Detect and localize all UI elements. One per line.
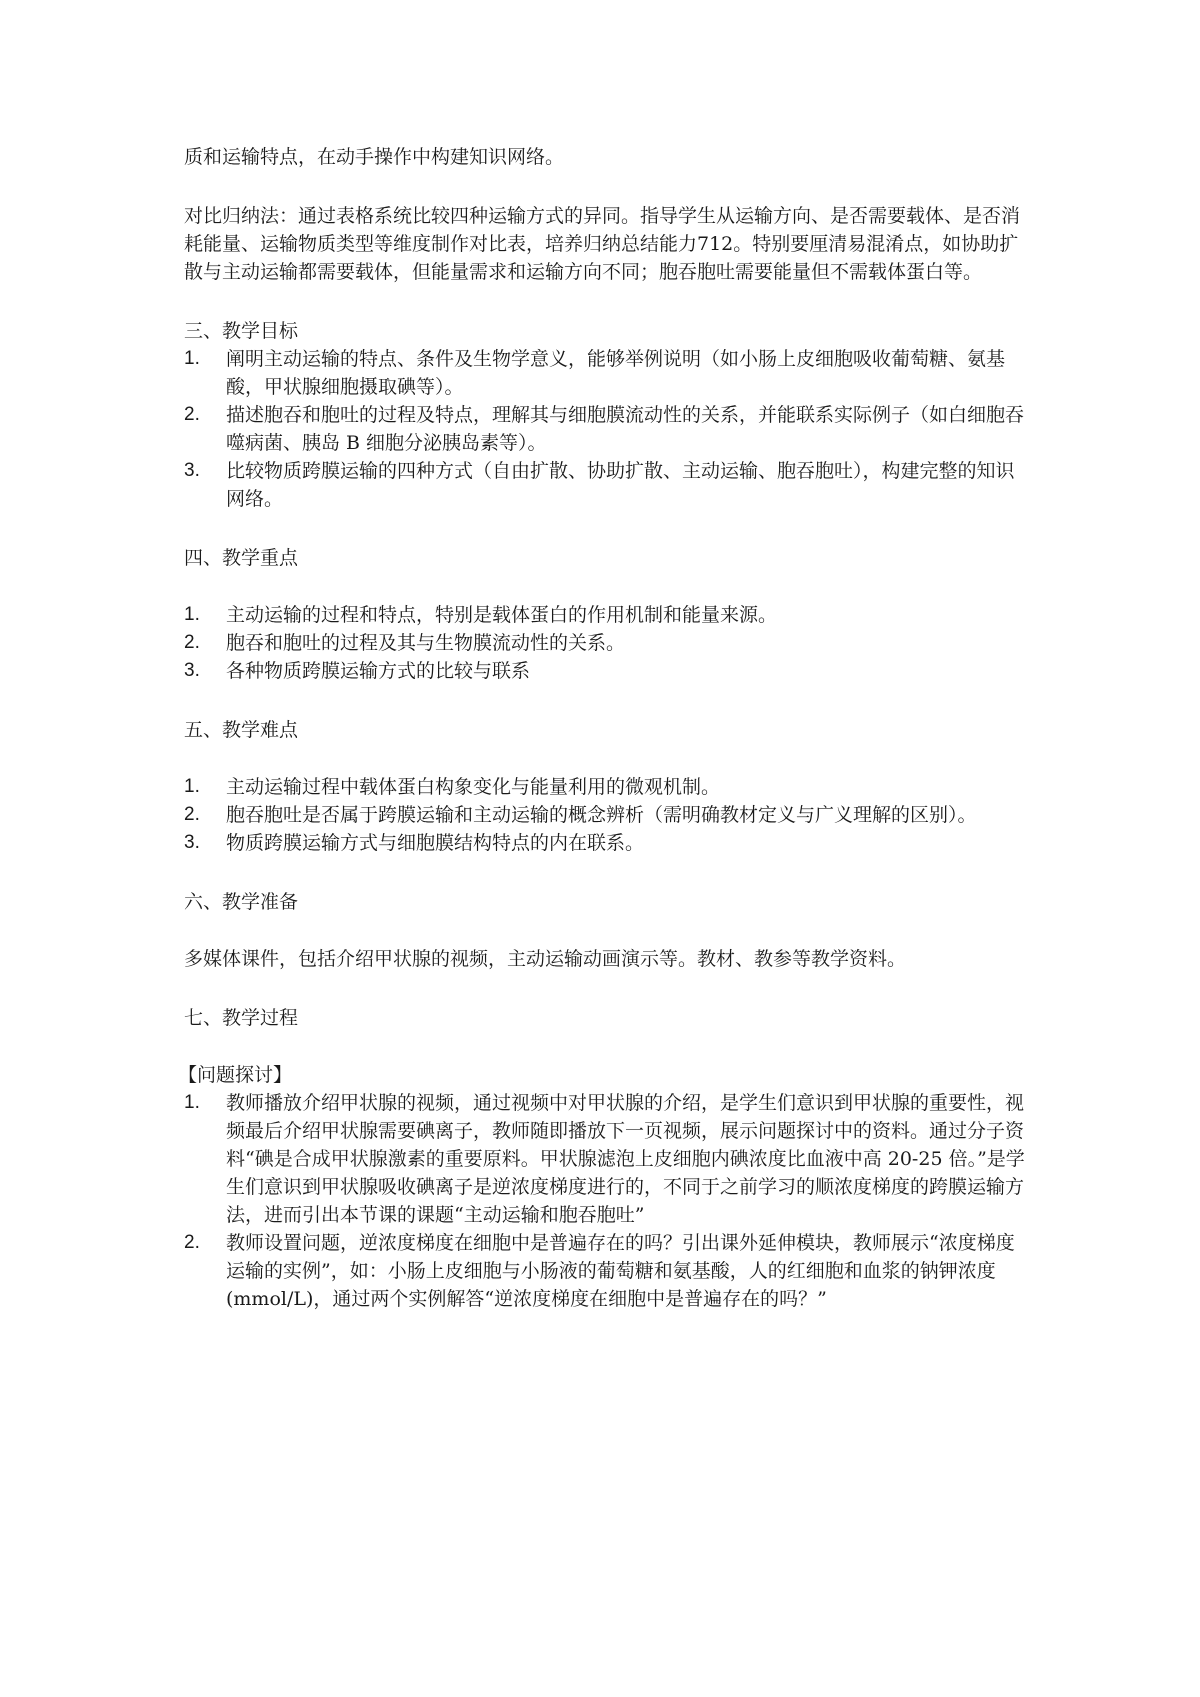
- list-item-text: 比较物质跨膜运输的四种方式（自由扩散、协助扩散、主动运输、胞吞胞吐），构建完整的知识网络。: [226, 460, 1015, 510]
- list-item: [184, 657, 1030, 685]
- spacer: [184, 1032, 1030, 1061]
- key-points-list: [184, 601, 1030, 685]
- list-item: [184, 457, 1030, 513]
- list-number: 1.: [184, 348, 200, 369]
- paragraph-comparison-method: 对比归纳法：通过表格系统比较四种运输方式的异同。指导学生从运输方向、是否需要载体、是否消耗能量、运输物质类型等维度制作对比表，培养归纳总结能力712。特别要厘清易混淆点，如协助扩散与主动运输都需要载体，但能量需求和运输方向不同；胞吞胞吐需要能量但不需载体蛋白等。: [184, 205, 1021, 283]
- list-item-text: 教师设置问题，逆浓度梯度在细胞中是普遍存在的吗？引出课外延伸模块，教师展示“浓度梯度运输的实例”，如：小肠上皮细胞与小肠液的葡萄糖和氨基酸，人的红细胞和血浆的钠钾浓度(mmol/L)，通过两个实例解答“逆浓度梯度在细胞中是普遍存在的吗？”: [226, 1232, 1015, 1310]
- list-item: [184, 1229, 1030, 1313]
- section-heading-teaching-process: 七、教学过程: [184, 1007, 299, 1029]
- list-number: 2.: [184, 404, 200, 425]
- list-item: [184, 601, 1030, 629]
- list-item-text: 胞吞胞吐是否属于跨膜运输和主动运输的概念辨析（需明确教材定义与广义理解的区别）。: [226, 804, 977, 826]
- paragraph-method-continued: 质和运输特点，在动手操作中构建知识网络。: [184, 146, 565, 168]
- list-item: [184, 629, 1030, 657]
- list-item: [184, 401, 1030, 457]
- list-number: 1.: [184, 604, 200, 625]
- list-item: [184, 829, 1030, 857]
- list-number: 2.: [184, 1232, 200, 1253]
- spacer: [184, 286, 1030, 317]
- list-number: 2.: [184, 804, 200, 825]
- list-item: [184, 773, 1030, 801]
- spacer: [184, 916, 1030, 945]
- list-number: 1.: [184, 776, 200, 797]
- list-number: 3.: [184, 832, 200, 853]
- teaching-process-list: [184, 1089, 1030, 1313]
- section-heading-key-points: 四、教学重点: [184, 547, 299, 569]
- preparation-text: 多媒体课件，包括介绍甲状腺的视频，主动运输动画演示等。教材、教参等教学资料。: [184, 948, 907, 970]
- spacer: [184, 513, 1030, 544]
- list-number: 3.: [184, 660, 200, 681]
- list-item-text: 各种物质跨膜运输方式的比较与联系: [226, 660, 531, 682]
- list-item-text: 阐明主动运输的特点、条件及生物学意义，能够举例说明（如小肠上皮细胞吸收葡萄糖、氨基酸，甲状腺细胞摄取碘等）。: [226, 348, 1006, 398]
- spacer: [184, 973, 1030, 1004]
- list-item: [184, 1089, 1030, 1229]
- list-item-text: 物质跨膜运输方式与细胞膜结构特点的内在联系。: [226, 832, 645, 854]
- list-item-text: 描述胞吞和胞吐的过程及特点，理解其与细胞膜流动性的关系，并能联系实际例子（如白细胞吞噬病菌、胰岛 B 细胞分泌胰岛素等）。: [226, 404, 1025, 454]
- spacer: [184, 857, 1030, 888]
- teaching-goals-list: [184, 345, 1030, 513]
- list-item: [184, 345, 1030, 401]
- section-heading-difficulties: 五、教学难点: [184, 719, 299, 741]
- list-item: [184, 801, 1030, 829]
- list-number: 1.: [184, 1092, 200, 1113]
- list-number: 2.: [184, 632, 200, 653]
- difficulties-list: [184, 773, 1030, 857]
- list-item-text: 教师播放介绍甲状腺的视频，通过视频中对甲状腺的介绍，是学生们意识到甲状腺的重要性，视频最后介绍甲状腺需要碘离子，教师随即播放下一页视频，展示问题探讨中的资料。通过分子资料“碘是合成甲状腺激素的重要原料。甲状腺滤泡上皮细胞内碘浓度比血液中高 20-25 倍。”是学生们意识到甲状腺吸收碘离子是逆浓度梯度进行的，不同于之前学习的顺浓度梯度的跨膜运输方法，进而引出本节课的课题“主动运输和胞吞胞吐”: [226, 1092, 1025, 1226]
- section-heading-teaching-goals: 三、教学目标: [184, 320, 299, 342]
- document-page: [178, 143, 1030, 1313]
- list-item-text: 主动运输的过程和特点，特别是载体蛋白的作用机制和能量来源。: [226, 604, 778, 626]
- spacer: [184, 744, 1030, 773]
- section-heading-preparation: 六、教学准备: [184, 891, 299, 913]
- list-number: 3.: [184, 460, 200, 481]
- spacer: [184, 572, 1030, 601]
- list-item-text: 胞吞和胞吐的过程及其与生物膜流动性的关系。: [226, 632, 626, 654]
- spacer: [184, 685, 1030, 716]
- list-item-text: 主动运输过程中载体蛋白构象变化与能量利用的微观机制。: [226, 776, 721, 798]
- subsection-heading-problem-discussion: 【问题探讨】: [178, 1064, 293, 1086]
- spacer: [184, 171, 1030, 202]
